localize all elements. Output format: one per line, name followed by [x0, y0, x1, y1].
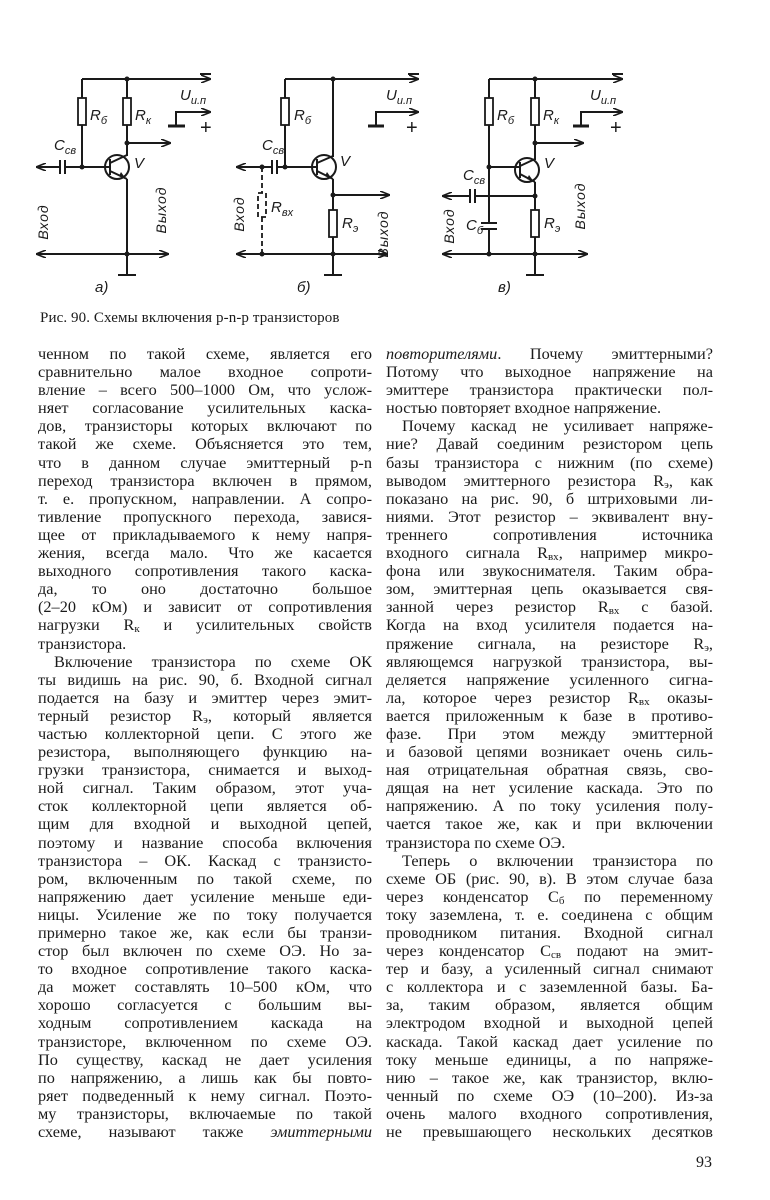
capacitor-cb — [481, 223, 497, 229]
text-line: резистора, выполняющего функцию на- — [38, 742, 372, 762]
text-line: являющемся нагрузкой транзистора, вы- — [386, 651, 713, 671]
svg-text:Rк: $R_к$ — [135, 107, 152, 127]
text-line: да, то оно достаточно большое — [38, 579, 372, 599]
svg-text:б): б) — [297, 279, 311, 296]
text-line: (2–20 кОм) и зависит от сопротивления — [38, 597, 372, 617]
text-line: стор был включен по схеме ОЭ. Но за- — [38, 941, 372, 961]
text-line: ты видишь на рис. 90, б. Входной сигнал — [38, 669, 372, 689]
ground-icon — [324, 254, 342, 275]
text-line: ницы. Усиление же по току получается — [38, 904, 372, 924]
text-line: дов, транзисторы которых включают по — [38, 416, 372, 436]
text-line: ром, включенным по такой схеме, по — [38, 868, 372, 888]
svg-text:Выход: Выход — [153, 186, 169, 234]
figure-90 — [0, 0, 770, 340]
text-line: вление – всего 500–1000 Ом, что услож- — [38, 380, 372, 400]
svg-text:в): в) — [498, 279, 511, 296]
text-line: поэтому и название способа включения — [38, 832, 372, 852]
circuit-a — [35, 74, 212, 296]
text-line: дящая на нет усиление каскада. Это по — [386, 778, 713, 798]
text-line: схеме, называют также эмиттерными — [38, 1122, 372, 1142]
resistor-re — [329, 210, 337, 237]
text-line: хорошо согласуется с большим вы- — [38, 995, 372, 1015]
svg-text:Rэ: $R_э$ — [544, 215, 561, 235]
text-line: за, таким образом, является общим — [386, 995, 713, 1015]
text-line: переход транзистора включен в прямом, — [38, 470, 372, 490]
text-line: по напряжению, а лишь как бы повто- — [38, 1067, 372, 1087]
text-line: Почему каскад не усиливает напряже- — [402, 416, 713, 436]
text-column-left — [38, 345, 372, 1141]
svg-text:Rэ: $R_э$ — [342, 215, 359, 235]
page-number: 93 — [696, 1154, 712, 1171]
text-line: то входное сопротивление такого каска- — [38, 959, 372, 979]
svg-text:Выход: Выход — [572, 182, 588, 230]
text-line: базы транзистора с нижним (по схеме) — [386, 452, 713, 472]
svg-text:+: + — [406, 117, 418, 139]
circuit-v — [441, 74, 623, 296]
text-line: что в данном случае эмиттерный p-n — [38, 452, 372, 472]
svg-text:а): а) — [95, 279, 109, 296]
text-line: жения, всегда мало. Что же касается — [38, 543, 372, 563]
svg-text:Rвх: $R_{вх}$ — [271, 199, 294, 219]
text-line: му транзисторы, включаемые по такой — [38, 1103, 372, 1123]
text-line: фазе. При этом между эмиттерной — [386, 723, 713, 743]
text-line: транзистора – ОК. Каскад с транзисто- — [38, 850, 372, 870]
svg-text:Uи.п: $U_{и.п}$ — [386, 87, 413, 107]
text-line: через конденсатор $С_б$ по переменному — [386, 886, 713, 907]
text-line: и базовой цепями возникает очень силь- — [386, 742, 713, 762]
svg-text:Вход: Вход — [441, 208, 457, 244]
text-line: По существу, каскад не дает усиления — [38, 1049, 372, 1069]
svg-text:V: V — [544, 155, 555, 172]
text-line: через конденсатор $С_{св}$ подают на эмит- — [386, 941, 713, 962]
text-line: Включение транзистора по схеме ОК — [54, 651, 372, 671]
svg-text:Rк: $R_к$ — [543, 107, 560, 127]
capacitor-csv — [60, 160, 65, 174]
text-line: нию – такое же, как транзистор, вклю- — [386, 1067, 713, 1087]
circuit-b — [231, 74, 419, 296]
svg-text:Cсв: $C_{св}$ — [463, 167, 486, 187]
text-line: т. е. пропускном, направлении. А сопро- — [38, 488, 372, 508]
text-line: частью коллекторной цепи. С этого же — [38, 723, 372, 743]
resistor-rk — [531, 98, 539, 125]
text-line: повторителями. Почему эмиттерными? — [386, 344, 713, 363]
svg-text:Rб: $R_б$ — [294, 107, 312, 127]
text-line: току меньше единицы, а по напряже- — [386, 1049, 713, 1069]
text-line: каскада. Такой каскад дает усиление по — [386, 1031, 713, 1051]
text-line: тер и базу, а усиленный сигнал снимают — [386, 959, 713, 979]
text-line: терный резистор $R_э$, который является — [38, 705, 372, 726]
text-line: нагрузки $R_к$ и усилительных свойств — [38, 615, 372, 636]
resistor-rb — [281, 98, 289, 125]
text-line: няет согласование усилительных каска- — [38, 398, 372, 418]
text-line: очень малого входного сопротивления, — [386, 1103, 713, 1123]
svg-text:+: + — [610, 117, 622, 139]
text-line: показано на рис. 90, б штриховыми ли- — [386, 488, 713, 508]
text-line: фона или звукоснимателя. Таким обра- — [386, 561, 713, 581]
text-column-right — [386, 345, 713, 1141]
ground-icon — [118, 254, 136, 275]
text-line: треннего сопротивления источника — [386, 524, 713, 544]
text-line: Потому что выходное напряжение на — [386, 362, 713, 382]
text-line: ряет подведенный к нему сигнал. Поэто- — [38, 1085, 372, 1105]
text-line: ние? Давай соединим резистором цепь — [386, 434, 713, 454]
text-line: эмиттере транзистора практически пол- — [386, 380, 713, 400]
text-line: Когда на вход усилителя подается на- — [386, 615, 713, 635]
text-line: току заземлена, т. е. соединена с общим — [386, 904, 713, 924]
text-line: входного сигнала $R_{вх}$, например микро- — [386, 543, 713, 564]
text-line: Теперь о включении транзистора по — [402, 850, 713, 870]
text-line: проводником питания. Входной сигнал — [386, 923, 713, 942]
text-line: сравнительно малое входное сопроти- — [38, 362, 372, 382]
text-line: транзисторе, включенном по схеме ОЭ. — [38, 1031, 372, 1051]
text-line: выходного сопротивления такого каска- — [38, 561, 372, 581]
figure-caption: Рис. 90. Схемы включения p-n-p транзисторов — [40, 310, 340, 326]
text-line: грузки транзистора, снимается и выход- — [38, 760, 372, 780]
text-line: чается такое же, как и при включении — [386, 814, 713, 834]
svg-text:Cсв: $C_{св}$ — [262, 137, 285, 157]
text-line: тивление пропускного перехода, завися- — [38, 506, 372, 526]
text-line: да может составлять 10–500 кОм, что — [38, 977, 372, 997]
svg-text:Вход: Вход — [231, 196, 247, 232]
text-line: ла, которое через резистор $R_{вх}$ оказы- — [386, 687, 713, 708]
svg-text:Выход: Выход — [375, 210, 391, 258]
svg-text:Cб: $C_б$ — [466, 217, 484, 237]
svg-text:Rб: $R_б$ — [90, 107, 108, 127]
text-line: напряжению дает усиление меньше еди- — [38, 886, 372, 906]
text-line: ной сигнал. Таким образом, этот уча- — [38, 778, 372, 798]
text-line: транзистора. — [38, 633, 127, 653]
text-line: деляется напряжение усиленного сигна- — [386, 669, 713, 689]
text-line: ностью повторяет входное напряжение. — [386, 398, 662, 418]
svg-text:+: + — [200, 117, 212, 139]
text-line: с коллектора и с заземленной базы. Ба- — [386, 977, 713, 997]
resistor-rvx-dashed — [258, 193, 266, 217]
text-line: зом, эмиттерная цепь оказывается свя- — [386, 579, 713, 599]
svg-text:Cсв: $C_{св}$ — [54, 137, 77, 157]
text-line: ная отрицательная обратная связь, сво- — [386, 760, 713, 780]
resistor-re — [531, 210, 539, 237]
text-line: транзистора по схеме ОЭ. — [386, 832, 566, 852]
svg-text:V: V — [340, 153, 351, 170]
resistor-rk — [123, 98, 131, 125]
text-line: схеме ОБ (рис. 90, в). В этом случае база — [386, 868, 713, 888]
svg-text:Uи.п: $U_{и.п}$ — [180, 87, 207, 107]
text-line: вается приложенным к базе в противо- — [386, 705, 713, 725]
text-line: ченном по такой схеме, является его — [38, 344, 372, 363]
text-line: не превышающего нескольких десятков — [386, 1122, 713, 1142]
text-line: такой же схеме. Объясняется это тем, — [38, 434, 372, 454]
text-line: примерно такое же, как если бы транзи- — [38, 923, 372, 942]
ground-icon — [526, 254, 544, 275]
capacitor-csv — [470, 189, 475, 203]
text-line: щее от прикладываемого к нему напря- — [38, 524, 372, 544]
text-line: ченный по схеме ОЭ (10–200). Из-за — [386, 1085, 713, 1105]
text-line: пряжение сигнала, на резисторе $R_э$, — [386, 633, 713, 654]
text-line: напряжению. А по току усиления полу- — [386, 796, 713, 816]
text-line: электродом входной и выходной цепей — [386, 1013, 713, 1033]
text-line: выводом эмиттерного резистора $R_э$, как — [386, 470, 713, 491]
text-line: щим для входной и выходной цепей, — [38, 814, 372, 834]
capacitor-csv — [272, 160, 277, 174]
svg-text:Rб: $R_б$ — [497, 107, 515, 127]
resistor-rb — [485, 98, 493, 125]
svg-text:Uи.п: $U_{и.п}$ — [590, 87, 617, 107]
text-line: ниями. Этот резистор – эквивалент вну- — [386, 506, 713, 526]
svg-text:Вход: Вход — [35, 204, 51, 240]
text-line: ходным сопротивлением каскада на — [38, 1013, 372, 1033]
text-line: подается на базу и эмиттер через эмит- — [38, 687, 372, 707]
text-line: сток коллекторной цепи является об- — [38, 796, 372, 816]
resistor-rb — [78, 98, 86, 125]
svg-text:V: V — [134, 155, 145, 172]
text-line: занной через резистор $R_{вх}$ с базой. — [386, 597, 714, 618]
